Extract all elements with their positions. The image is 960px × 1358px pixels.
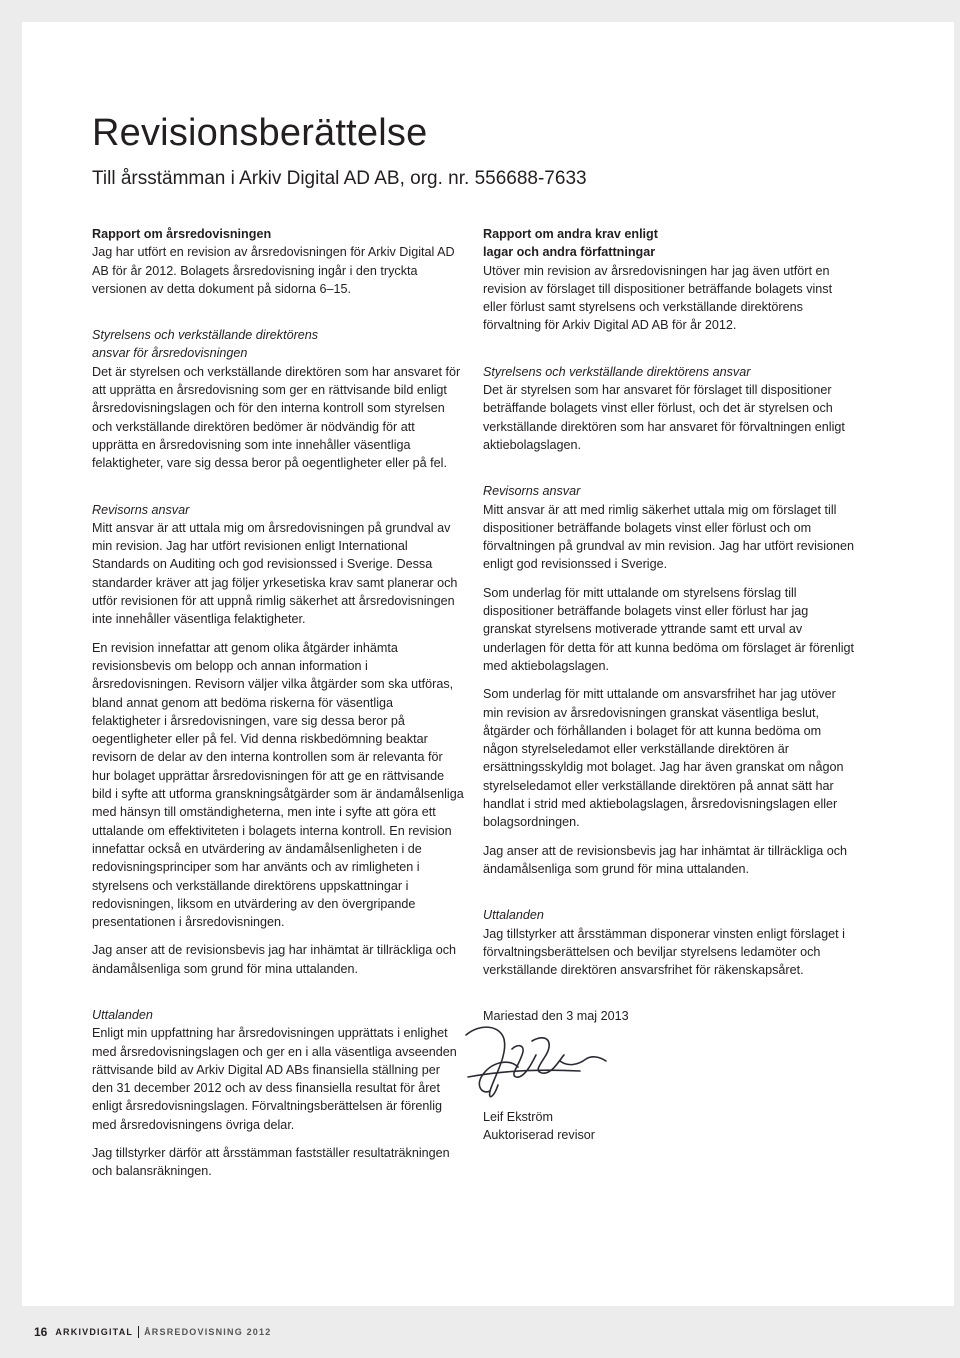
subheading-auditor-responsibility: Revisorns ansvar xyxy=(483,484,581,499)
paragraph: Utöver min revision av årsredovisningen har jag även utfört en revision av förslaget till dispositioner beträffande bolagets vinst eller förlust samt styrelsens och verkställande direktörens förvaltning för Arkiv Digital AD AB för år 2012. xyxy=(483,263,833,333)
right-column xyxy=(483,225,855,1036)
left-column xyxy=(92,225,464,1191)
subheading-board-responsibility: Styrelsens och verkställande direktörens xyxy=(92,328,319,343)
paragraph: Jag har utfört en revision av årsredovisningen för Arkiv Digital AD AB för år 2012. Bolagets årsredovisning ingår i den tryckta versionen av detta dokument på sidorna 6–15. xyxy=(92,245,455,296)
subheading-board-responsibility-cont: ansvar för årsredovisningen xyxy=(92,346,248,361)
paragraph: Jag tillstyrker att årsstämman disponerar vinsten enligt förslaget i förvaltningsberättelsen och beviljar styrelsens ledamöter och verkställande direktören ansvarsfrihet för räkenskapsåret. xyxy=(483,926,845,978)
footer-report-title: ÅRSREDOVISNING 2012 xyxy=(144,1327,272,1337)
subheading-board-responsibility: Styrelsens och verkställande direktörens ansvar xyxy=(483,364,751,379)
section-heading-other-requirements: Rapport om andra krav enligt xyxy=(483,227,658,241)
footer-brand: ARKIVDIGITAL xyxy=(55,1327,134,1337)
subheading-statements: Uttalanden xyxy=(483,908,544,923)
signer-title: Auktoriserad revisor xyxy=(483,1128,595,1143)
page-footer xyxy=(22,1306,954,1358)
paragraph: En revision innefattar att genom olika åtgärder inhämta revisionsbevis om belopp och annan information i årsredovisningen. Revisorn väljer vilka åtgärder som ska utföras, bland annat genom att bedöma riskerna för väsentliga felaktigheter i årsredovisningen, vare sig dessa beror på oegentligheter eller på fel. Vid denna riskbedömning beaktar revisorn de delar av den interna kontrollen som är relevanta för hur bolaget upprättar årsredovisningen för att ge en rättvisande bild i syfte att utforma granskningsåtgärder som är ändamålsenliga med hänsyn till omständigheterna, men inte i syfte att göra ett uttalande om effektiviteten i bolagets interna kontroll. En revision innefattar också en utvärdering av ändamålsenligheten i de redovisningsprinciper som har använts och av rimligheten i styrelsens och verkställande direktörens uppskattningar i redovisningen, liksom en utvärdering av den övergripande presentationen i årsredovisningen. xyxy=(92,640,464,930)
page-title: Revisionsberättelse xyxy=(92,112,428,154)
paragraph: Jag anser att de revisionsbevis jag har inhämtat är tillräckliga och ändamålsenliga som grund för mina uttalanden. xyxy=(92,943,457,976)
paragraph: Det är styrelsen som har ansvaret för förslaget till dispositioner beträffande bolagets vinst eller förlust, och det är styrelsen och verkställande direktören som har ansvaret för förvaltningen enligt aktiebolagslagen. xyxy=(483,383,845,452)
paragraph: Som underlag för mitt uttalande om styrelsens förslag till dispositioner beträffande bolagets vinst eller förlust har jag granskat styrelsens motiverade yttrande samt ett urval av underlagen för detta för att kunna bedöma om förslaget är förenligt med aktiebolagslagen. xyxy=(483,585,855,673)
section-heading-annual-report: Rapport om årsredovisningen xyxy=(92,227,272,241)
page-subtitle: Till årsstämman i Arkiv Digital AD AB, org. nr. 556688-7633 xyxy=(92,168,587,189)
signer-name: Leif Ekström xyxy=(483,1110,553,1124)
subheading-auditor-responsibility: Revisorns ansvar xyxy=(92,502,190,517)
subheading-statements: Uttalanden xyxy=(92,1007,153,1022)
paragraph: Mitt ansvar är att med rimlig säkerhet uttala mig om förslaget till dispositioner beträffande bolagets vinst eller förlust och om förvaltningen på grundval av min revision. Jag har utfört revisionen enligt god revisionssed i Sverige. xyxy=(483,502,855,572)
section-heading-other-requirements-cont: lagar och andra författningar xyxy=(483,245,656,260)
signer-block xyxy=(483,1108,595,1145)
paragraph: Jag anser att de revisionsbevis jag har inhämtat är tillräckliga och ändamålsenliga som grund för mina uttalanden. xyxy=(483,843,848,876)
place-date: Mariestad den 3 maj 2013 xyxy=(483,1009,629,1024)
paragraph: Det är styrelsen och verkställande direktören som har ansvaret för att upprätta en årsredovisning som ger en rättvisande bild enligt årsredovisningslagen och för den interna kontroll som styrelsen och verkställande direktören bedömer är nödvändig för att upprätta en årsredovisning som inte innehåller väsentliga felaktigheter, vare sig dessa beror på oegentligheter eller på fel. xyxy=(92,364,461,471)
page-number: 16 xyxy=(34,1325,48,1339)
paragraph: Som underlag för mitt uttalande om ansvarsfrihet har jag utöver min revision av årsredovisningen granskat väsentliga beslut, åtgärder och förhållanden i bolaget för att kunna bedöma om någon styrelseledamot eller verkställande direktören är ersättningsskyldig mot bolaget. Jag har även granskat om någon styrelseledamot eller verkställande direktören på annat sätt har handlat i strid med aktiebolagslagen, årsredovisningslagen eller bolagsordningen. xyxy=(483,687,844,830)
footer-divider xyxy=(138,1326,139,1338)
paragraph: Mitt ansvar är att uttala mig om årsredovisningen på grundval av min revision. Jag har utfört revisionen enligt International Standards on Auditing och god revisionssed i Sverige. Dessa standarder kräver att jag följer yrkesetiska krav samt planerar och utför revisionen för att uppnå rimlig säkerhet att årsredovisningen inte innehåller väsentliga felaktigheter. xyxy=(92,520,458,627)
paragraph: Jag tillstyrker därför att årsstämman fastställer resultaträkningen och balansräkningen. xyxy=(92,1146,450,1179)
signature-image xyxy=(460,1015,610,1111)
paragraph: Enligt min uppfattning har årsredovisningen upprättats i enlighet med årsredovisningslagen och ger en i alla väsentliga avseenden rättvisande bild av Arkiv Digital AD ABs finansiella ställning per den 31 december 2012 och av dess finansiella resultat för året enligt årsredovisningslagen. Förvaltningsberättelsen är förenlig med årsredovisningens övriga delar. xyxy=(92,1026,457,1132)
